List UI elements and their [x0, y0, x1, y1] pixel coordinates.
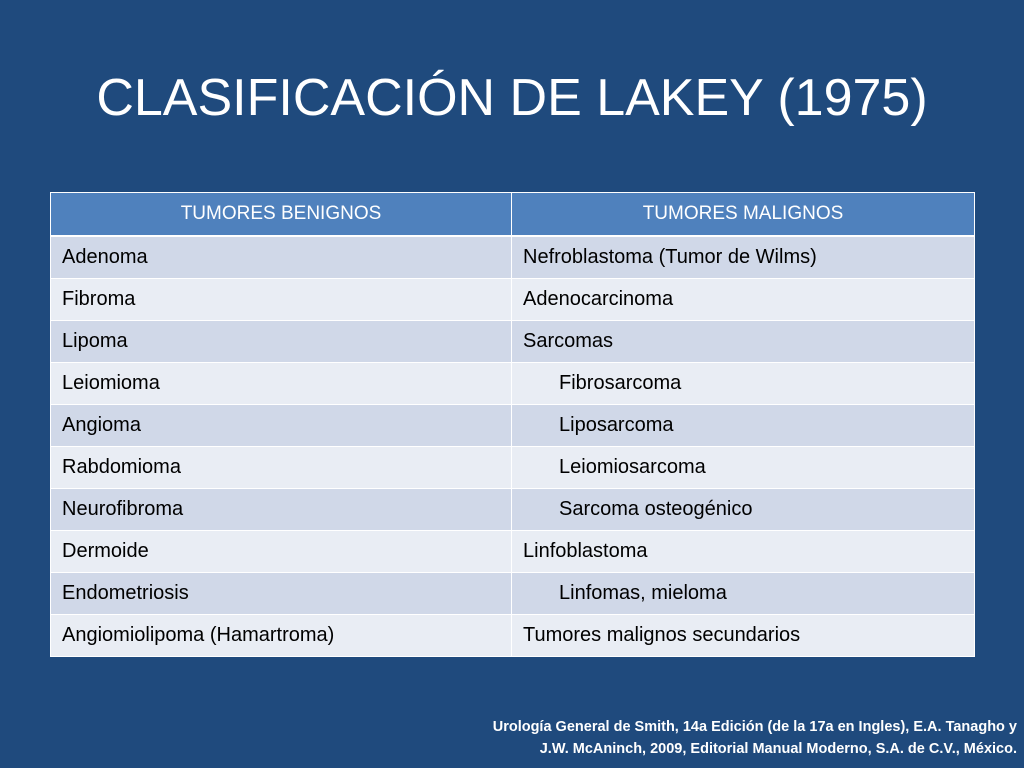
cell-benign: Lipoma [51, 321, 512, 363]
cell-malignant-text: Linfomas, mieloma [559, 582, 727, 604]
cell-malignant-text: Leiomiosarcoma [559, 456, 706, 478]
table-row [51, 615, 975, 657]
cell-malignant [512, 573, 975, 615]
cell-malignant-text: Linfoblastoma [523, 540, 648, 562]
header-malignant: TUMORES MALIGNOS [512, 193, 975, 237]
cell-benign: Angioma [51, 405, 512, 447]
cell-malignant [512, 447, 975, 489]
citation [317, 716, 1017, 760]
cell-malignant [512, 531, 975, 573]
cell-malignant [512, 489, 975, 531]
table-row [51, 531, 975, 573]
lakey-classification-table [50, 192, 975, 657]
citation-line-2: J.W. McAninch, 2009, Editorial Manual Moderno, S.A. de C.V., México. [539, 741, 1017, 757]
cell-malignant [512, 321, 975, 363]
cell-benign: Adenoma [51, 236, 512, 279]
table-header-row [51, 193, 975, 237]
table-row [51, 236, 975, 279]
table-row [51, 279, 975, 321]
cell-malignant-text: Adenocarcinoma [523, 288, 674, 310]
table-row [51, 321, 975, 363]
table-row [51, 489, 975, 531]
cell-malignant [512, 615, 975, 657]
table-row [51, 405, 975, 447]
cell-benign: Neurofibroma [51, 489, 512, 531]
cell-benign: Dermoide [51, 531, 512, 573]
table-row [51, 447, 975, 489]
cell-malignant-text: Liposarcoma [559, 414, 674, 436]
cell-malignant-text: Nefroblastoma (Tumor de Wilms) [523, 246, 817, 268]
cell-malignant-text: Fibrosarcoma [559, 372, 682, 394]
cell-malignant [512, 236, 975, 279]
cell-benign: Fibroma [51, 279, 512, 321]
cell-malignant [512, 405, 975, 447]
cell-benign: Rabdomioma [51, 447, 512, 489]
table-row [51, 573, 975, 615]
cell-benign: Endometriosis [51, 573, 512, 615]
cell-malignant-text: Tumores malignos secundarios [523, 624, 801, 646]
cell-benign: Angiomiolipoma (Hamartroma) [51, 615, 512, 657]
header-benign: TUMORES BENIGNOS [51, 193, 512, 237]
cell-malignant [512, 279, 975, 321]
cell-malignant-text: Sarcomas [523, 330, 614, 352]
table-body [51, 236, 975, 657]
citation-line-1: Urología General de Smith, 14a Edición (de la 17a en Ingles), E.A. Tanagho y [492, 719, 1017, 735]
table-row [51, 363, 975, 405]
slide-title: CLASIFICACIÓN DE LAKEY (1975) [96, 69, 928, 127]
cell-benign: Leiomioma [51, 363, 512, 405]
cell-malignant [512, 363, 975, 405]
cell-malignant-text: Sarcoma osteogénico [559, 498, 753, 520]
